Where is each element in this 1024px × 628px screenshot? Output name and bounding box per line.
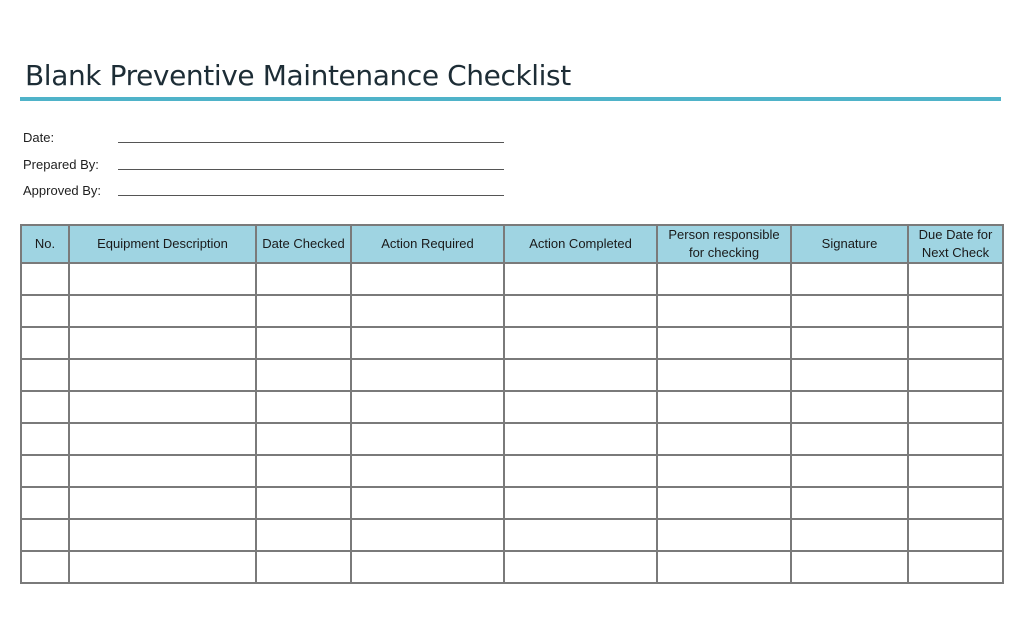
column-header-due-date: Due Date for Next Check [908, 225, 1003, 263]
table-cell[interactable] [657, 327, 791, 359]
table-cell[interactable] [791, 487, 908, 519]
table-cell[interactable] [908, 327, 1003, 359]
table-body [21, 263, 1003, 583]
table-cell[interactable] [69, 263, 256, 295]
table-cell[interactable] [657, 295, 791, 327]
table-cell[interactable] [908, 423, 1003, 455]
column-header-person-responsible: Person responsible for checking [657, 225, 791, 263]
table-cell[interactable] [657, 455, 791, 487]
table-cell[interactable] [504, 327, 657, 359]
table-cell[interactable] [21, 391, 69, 423]
table-cell[interactable] [791, 455, 908, 487]
table-row [21, 455, 1003, 487]
table-cell[interactable] [256, 551, 351, 583]
table-cell[interactable] [351, 487, 504, 519]
table-cell[interactable] [69, 551, 256, 583]
table-cell[interactable] [908, 519, 1003, 551]
table-cell[interactable] [256, 295, 351, 327]
approved-by-line[interactable] [118, 195, 504, 196]
table-cell[interactable] [256, 391, 351, 423]
prepared-by-line[interactable] [118, 169, 504, 170]
table-cell[interactable] [504, 551, 657, 583]
table-cell[interactable] [256, 263, 351, 295]
table-cell[interactable] [504, 295, 657, 327]
table-cell[interactable] [69, 423, 256, 455]
table-cell[interactable] [69, 359, 256, 391]
table-cell[interactable] [504, 263, 657, 295]
table-cell[interactable] [791, 295, 908, 327]
table-cell[interactable] [908, 455, 1003, 487]
date-label: Date: [23, 130, 55, 145]
table-cell[interactable] [657, 359, 791, 391]
table-cell[interactable] [21, 551, 69, 583]
table-cell[interactable] [256, 519, 351, 551]
date-line[interactable] [118, 142, 504, 143]
table-cell[interactable] [351, 263, 504, 295]
table-row [21, 423, 1003, 455]
table-cell[interactable] [908, 295, 1003, 327]
table-cell[interactable] [351, 455, 504, 487]
column-header-signature: Signature [791, 225, 908, 263]
table-cell[interactable] [256, 423, 351, 455]
table-cell[interactable] [351, 551, 504, 583]
table-row [21, 327, 1003, 359]
table-row [21, 295, 1003, 327]
table-cell[interactable] [256, 455, 351, 487]
table-cell[interactable] [504, 391, 657, 423]
column-header-equipment-description: Equipment Description [69, 225, 256, 263]
table-row [21, 487, 1003, 519]
table-cell[interactable] [21, 327, 69, 359]
title-underline [20, 97, 1001, 101]
table-cell[interactable] [69, 519, 256, 551]
table-cell[interactable] [21, 423, 69, 455]
table-cell[interactable] [256, 327, 351, 359]
table-cell[interactable] [351, 327, 504, 359]
prepared-by-label: Prepared By: [23, 157, 99, 172]
table-cell[interactable] [21, 519, 69, 551]
table-cell[interactable] [351, 423, 504, 455]
table-cell[interactable] [504, 455, 657, 487]
table-cell[interactable] [504, 519, 657, 551]
table-cell[interactable] [69, 455, 256, 487]
table-cell[interactable] [69, 391, 256, 423]
table-cell[interactable] [791, 327, 908, 359]
table-cell[interactable] [351, 359, 504, 391]
table-cell[interactable] [351, 391, 504, 423]
table-cell[interactable] [21, 487, 69, 519]
table-cell[interactable] [21, 359, 69, 391]
table-cell[interactable] [256, 359, 351, 391]
table-cell[interactable] [21, 295, 69, 327]
page-title: Blank Preventive Maintenance Checklist [25, 59, 571, 92]
table-cell[interactable] [657, 391, 791, 423]
approved-by-label: Approved By: [23, 183, 102, 198]
table-cell[interactable] [69, 295, 256, 327]
table-row [21, 551, 1003, 583]
table-row [21, 263, 1003, 295]
table-row [21, 519, 1003, 551]
table-cell[interactable] [791, 263, 908, 295]
column-header-no: No. [21, 225, 69, 263]
table-cell[interactable] [908, 487, 1003, 519]
checklist-table [20, 224, 1004, 584]
table-cell[interactable] [69, 487, 256, 519]
table-cell[interactable] [791, 519, 908, 551]
table-cell[interactable] [908, 359, 1003, 391]
table-cell[interactable] [791, 423, 908, 455]
table-cell[interactable] [791, 359, 908, 391]
table-cell[interactable] [504, 359, 657, 391]
table-cell[interactable] [908, 391, 1003, 423]
table-cell[interactable] [908, 263, 1003, 295]
table-cell[interactable] [504, 487, 657, 519]
table-cell[interactable] [256, 487, 351, 519]
approved-by-field[interactable] [23, 181, 504, 203]
prepared-by-field[interactable] [23, 155, 504, 177]
column-header-action-completed: Action Completed [504, 225, 657, 263]
table-cell[interactable] [351, 295, 504, 327]
table-cell[interactable] [908, 551, 1003, 583]
table-cell[interactable] [657, 263, 791, 295]
table-cell[interactable] [791, 391, 908, 423]
column-header-action-required: Action Required [351, 225, 504, 263]
table-cell[interactable] [657, 551, 791, 583]
column-header-date-checked: Date Checked [256, 225, 351, 263]
date-field[interactable] [23, 128, 504, 150]
table-cell[interactable] [351, 519, 504, 551]
table-cell[interactable] [657, 423, 791, 455]
table-cell[interactable] [791, 551, 908, 583]
table-row [21, 359, 1003, 391]
table-header-row [21, 225, 1003, 263]
table-cell[interactable] [21, 455, 69, 487]
table-cell[interactable] [21, 263, 69, 295]
table-cell[interactable] [69, 327, 256, 359]
table-cell[interactable] [657, 487, 791, 519]
table-cell[interactable] [504, 423, 657, 455]
table-cell[interactable] [657, 519, 791, 551]
table-row [21, 391, 1003, 423]
